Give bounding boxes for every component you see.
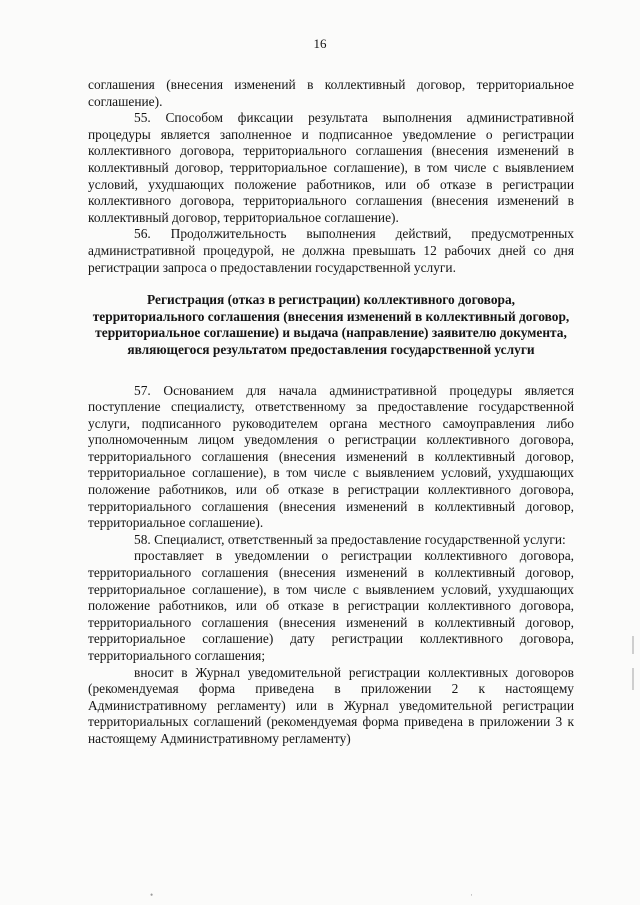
paragraph-58-item-1: проставляет в уведомлении о регистрации коллективного договора, территориального соглашения (внесения изменений в коллективный договор, территориальное соглашение), в том числе с выявлением условий, ухудшающих положение работников, или об отказе в регистрации коллективного договора, территориального соглашения (внесения изменений в коллективный договор, территориальное соглашение) дату регистрации коллективного договора, территориального соглашения; [88,548,574,663]
paragraph-57: 57. Основанием для начала административной процедуры является поступление специалисту, ответственному за предоставление государственной услуги, подписанного руководителем органа местного самоуправления либо уполномоченным лицом уведомления о регистрации коллективного договора, территориального соглашения (внесения изменений в коллективный договор, территориальное соглашение), в том числе с выявлением условий, ухудшающих положение работников, или об отказе в регистрации коллективного договора, территориального соглашения (внесения изменений в коллективный договор, территориальное соглашение). [88,382,574,531]
paragraph-58-item-2: вносит в Журнал уведомительной регистрации коллективных договоров (рекомендуемая форма приведена в приложении 2 к настоящему Административному регламенту) или в Журнал уведомительной регистрации территориальных соглашений (рекомендуемая форма приведена в приложении 3 к настоящему Административному регламенту) [88,664,574,746]
page-number: 16 [313,36,327,51]
paragraph-55: 55. Способом фиксации результата выполнения административной процедуры является заполненное и подписанное уведомление о регистрации коллективного договора, территориального соглашения (внесения изменений в коллективный договор, территориальное соглашение), в том числе с выявлением условий, ухудшающих положение работников, или об отказе в регистрации коллективного договора, территориального соглашения (внесения изменений в коллективный договор, территориальное соглашение). [88,110,574,225]
paragraph-56: 56. Продолжительность выполнения действий, предусмотренных административной процедурой, не должна превышать 12 рабочих дней со дня регистрации запроса о предоставлении государственной услуги. [88,226,574,275]
document-body [88,77,574,748]
scan-edge-mark [632,668,634,690]
scan-edge-mark [632,636,634,654]
paragraph-58: 58. Специалист, ответственный за предоставление государственной услуги: [134,531,566,547]
scan-speck: • [150,890,154,900]
section-heading: Регистрация (отказ в регистрации) коллективного договора, территориального соглашения (внесения изменений в коллективный договор, территориальное соглашение) и выдача (направление) заявителю документа, являющегося результатом предоставления государственной услуги [92,292,570,357]
paragraph-continuation: соглашения (внесения изменений в коллективный договор, территориальное соглашение). [88,77,574,109]
scan-speck: · [470,890,473,900]
